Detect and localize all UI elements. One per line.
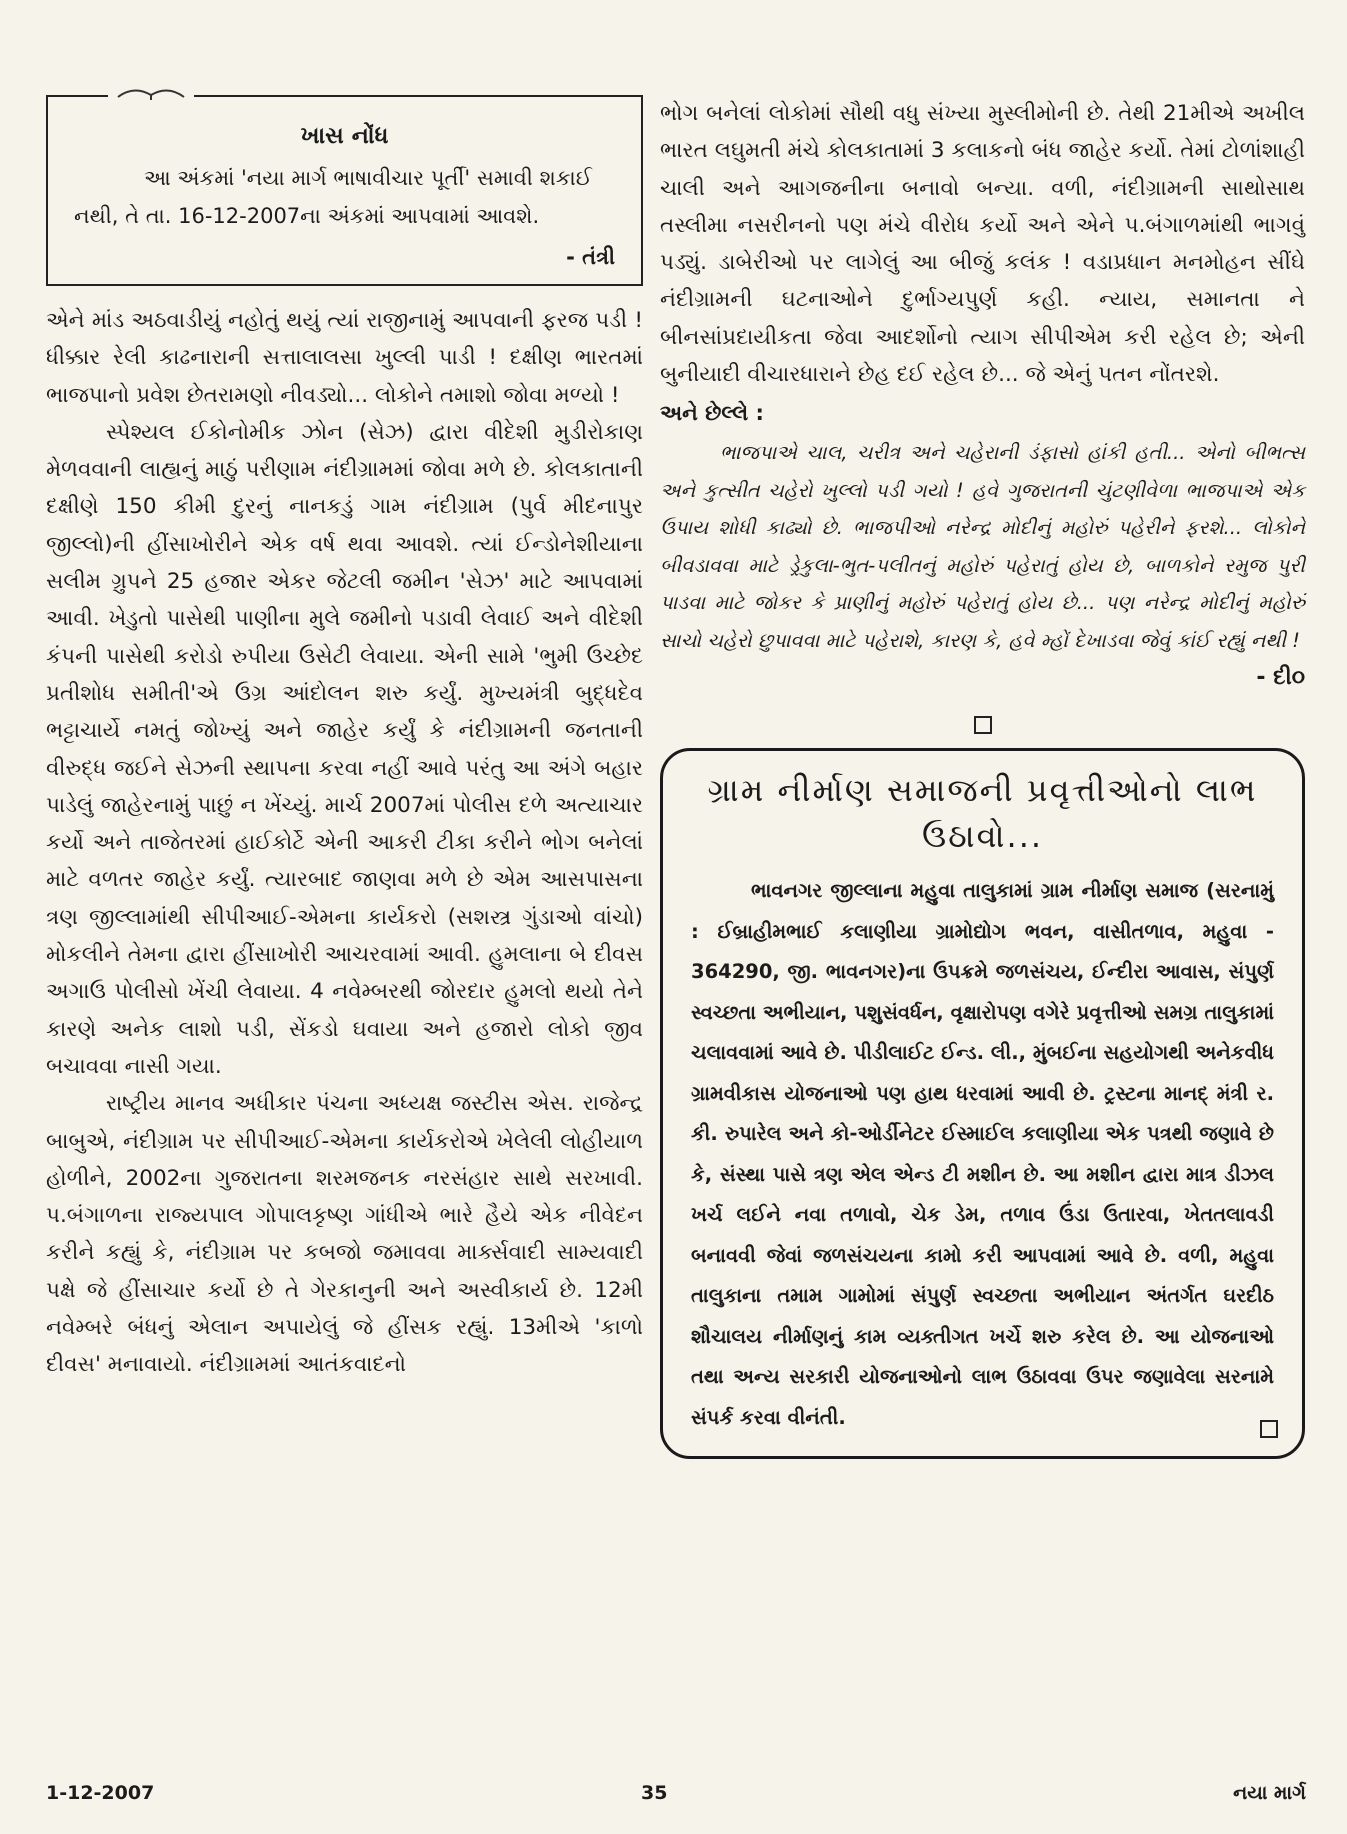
section-separator-icon — [974, 716, 992, 734]
article-paragraph: એને માંડ અઠવાડીયું નહોતું થયું ત્યાં રાજીનામું આપવાની ફરજ પડી ! ધીક્કાર રેલી કાઢનારાની સત્તાલાલસા ખુલ્લી પાડી ! દક્ષીણ ભારતમાં ભાજપાનો પ્રવેશ છેતરામણો નીવડ્યો... લોકોને તમાશો જોવા મળ્યો ! — [46, 308, 643, 408]
book-ornament-icon — [108, 83, 194, 106]
closing-signature: - દી૦ — [1256, 665, 1305, 691]
article-paragraph: ભોગ બનેલાં લોકોમાં સૌથી વધુ સંખ્યા મુસ્લીમોની છે. તેથી 21મીએ અખીલ ભારત લઘુમતી મંચે કોલકાતામાં 3 કલાકનો બંધ જાહેર કર્યો. તેમાં ટોળાંશાહી ચાલી અને આગજનીના બનાવો બન્યા. વળી, નંદીગ્રામની સાથોસાથ તસ્લીમા નસરીનનો પણ મંચે વીરોધ કર્યો અને એને પ.બંગાળમાંથી ભાગવું પડ્યું. ડાબેરીઓ પર લાગેલું આ બીજું કલંક ! વડાપ્રધાન મનમોહન સીંઘે નંદીગ્રામની ઘટનાઓને દુર્ભાગ્યપુર્ણ કહી. ન્યાય, સમાનતા ને બીનસાંપ્રદાયીકતા જેવા આદર્શોનો ત્યાગ સીપીએમ કરી રહેલ છે; એની બુનીયાદી વીચારધારાને છેહ દઈ રહેલ છે... જે એનું પતન નોંતરશે. — [660, 101, 1305, 388]
note-body: આ અંકમાં 'નયા માર્ગ ભાષાવીચાર પૂર્તી' સમાવી શકાઈ નથી, તે તા. 16-12-2007ના અંકમાં આપવામાં આવશે. — [74, 166, 592, 228]
left-column — [46, 95, 643, 1384]
article-paragraph: સ્પેશ્યલ ઈકોનોમીક ઝોન (સેઝ) દ્વારા વીદેશી મુડીરોકાણ મેળવવાની લાહ્યનું માઠું પરીણામ નંદીગ્રામમાં જોવા મળે છે. કોલકાતાની દક્ષીણે 150 કીમી દુરનું નાનકડું ગામ નંદીગ્રામ (પુર્વ મીદનાપુર જીલ્લો)ની હીંસાખોરીને એક વર્ષ થવા આવશે. ત્યાં ઈન્ડોનેશીયાના સલીમ ગ્રુપને 25 હજાર એકર જેટલી જમીન 'સેઝ' માટે આપવામાં આવી. ખેડુતો પાસેથી પાણીના મુલે જમીનો પડાવી લેવાઈ અને વીદેશી કંપની પાસેથી કરોડો રુપીયા ઉસેટી લેવાયા. એની સામે 'ભુમી ઉચ્છેદ પ્રતીશોધ સમીતી'એ ઉગ્ર આંદોલન શરુ કર્યું. મુખ્યમંત્રી બુદ્ધદેવ ભટ્ટાચાર્યે નમતું જોખ્યું અને જાહેર કર્યું કે નંદીગ્રામની જનતાની વીરુદ્ધ જઈને સેઝની સ્થાપના કરવા નહીં આવે પરંતુ આ અંગે બહાર પાડેલું જાહેરનામું પાછું ન ખેંચ્યું. માર્ચ 2007માં પોલીસ દળે અત્યાચાર કર્યો અને તાજેતરમાં હાઈકોર્ટે એની આકરી ટીકા કરીને ભોગ બનેલાં માટે વળતર જાહેર કર્યું. ત્યારબાદ જાણવા મળે છે એમ આસપાસના ત્રણ જીલ્લામાંથી સીપીઆઈ-એમના કાર્યકરો (સશસ્ત્ર ગુંડાઓ વાંચો) મોકલીને તેમના દ્વારા હીંસાખોરી આચરવામાં આવી. હુમલાના બે દીવસ અગાઉ પોલીસો ખેંચી લેવાયા. 4 નવેમ્બરથી જોરદાર હુમલો થયો તેને કારણે અનેક લાશો પડી, સેંકડો ઘવાયા અને હજારો લોકો જીવ બચાવવા નાસી ગયા. — [46, 419, 643, 1079]
notice-title: ગ્રામ નીર્માણ સમાજની પ્રવૃત્તીઓનો લાભ ઉઠાવો... — [707, 771, 1258, 856]
special-note-box — [46, 95, 643, 286]
end-mark-icon — [1260, 1420, 1278, 1438]
notice-body: ભાવનગર જીલ્લાના મહુવા તાલુકામાં ગ્રામ નીર્માણ સમાજ (સરનામું : ઈબ્રાહીમભાઈ કલાણીયા ગ્રામોદ્યોગ ભવન, વાસીતળાવ, મહુવા - 364290, જી. ભાવનગર)ના ઉપક્રમે જળસંચય, ઈન્દીરા આવાસ, સંપુર્ણ સ્વચ્છતા અભીયાન, પશુસંવર્ધન, વૃક્ષારોપણ વગેરે પ્રવૃત્તીઓ સમગ્ર તાલુકામાં ચલાવવામાં આવે છે. પીડીલાઈટ ઈન્ડ. લી., મુંબઈના સહયોગથી અનેકવીધ ગ્રામવીકાસ યોજનાઓ પણ હાથ ધરવામાં આવી છે. ટ્રસ્ટના માનદ્ મંત્રી ર. કી. રુપારેલ અને કો-ઓર્ડીનેટર ઈસ્માઈલ કલાણીયા એક પત્રથી જણાવે છે કે, સંસ્થા પાસે ત્રણ એલ એન્ડ ટી મશીન છે. આ મશીન દ્વારા માત્ર ડીઝલ ખર્ચ લઈને નવા તળાવો, ચેક ડેમ, તળાવ ઉંડા ઉતારવા, ખેતતલાવડી બનાવવી જેવાં જળસંચયના કામો કરી આપવામાં આવે છે. વળી, મહુવા તાલુકાના તમામ ગામોમાં સંપુર્ણ સ્વચ્છતા અભીયાન અંતર્ગત ઘરદીઠ શૌચાલય નીર્માણનું કામ વ્યક્તીગત ખર્ચે શરુ કરેલ છે. આ યોજનાઓ તથા અન્ય સરકારી યોજનાઓનો લાભ ઉઠાવવા ઉપર જણાવેલા સરનામે સંપર્ક કરવા વીનંતી. — [691, 879, 1274, 1429]
page-number: 35 — [641, 1782, 668, 1804]
gram-nirman-notice-box — [660, 748, 1305, 1459]
issue-date: 1-12-2007 — [46, 1782, 155, 1804]
article-paragraph: રાષ્ટ્રીય માનવ અધીકાર પંચના અધ્યક્ષ જસ્ટીસ એસ. રાજેન્દ્ર બાબુએ, નંદીગ્રામ પર સીપીઆઈ-એમના કાર્યકરોએ ખેલેલી લોહીયાળ હોળીને, 2002ના ગુજરાતના શરમજનક નરસંહાર સાથે સરખાવી. પ.બંગાળના રાજ્યપાલ ગોપાલકૃષ્ણ ગાંધીએ ભારે હૈયે એક નીવેદન કરીને કહ્યું કે, નંદીગ્રામ પર કબજો જમાવવા માર્ક્સવાદી સામ્યવાદી પક્ષે જે હીંસાચાર કર્યો છે તે ગેરકાનુની અને અસ્વીકાર્ય છે. 12મી નવેમ્બરે બંધનું એલાન અપાયેલું જે હીંસક રહ્યું. 13મીએ 'કાળો દીવસ' મનાવાયો. નંદીગ્રામમાં આતંકવાદનો — [46, 1091, 643, 1378]
note-signature: - તંત્રી — [566, 245, 615, 269]
note-title: ખાસ નોંધ — [300, 123, 389, 149]
closing-quote: ભાજપાએ ચાલ, ચરીત્ર અને ચહેરાની ડંફાસો હાંકી હતી... એનો બીભત્સ અને કુત્સીત ચહેરો ખુલ્લો પડી ગયો ! હવે ગુજરાતની ચુંટણીવેળા ભાજપાએ એક ઉપાય શોધી કાઢ્યો છે. ભાજપીઓ નરેન્દ્ર મોદીનું મહોરું પહેરીને ફરશે... લોકોને બીવડાવવા માટે ડ્રેકુલા-ભુત-પલીતનું મહોરું પહેરાતું હોય છે, બાળકોને રમુજ પુરી પાડવા માટે જોકર કે પ્રાણીનું મહોરું પહેરાતું હોય છે... પણ નરેન્દ્ર મોદીનું મહોરું સાચો ચહેરો છુપાવવા માટે પહેરાશે, કારણ કે, હવે મ્હોં દેખાડવા જેવું કાંઈ રહ્યું નથી ! — [660, 441, 1305, 652]
closing-heading: અને છેલ્લે : — [660, 401, 764, 426]
magazine-name: નયા માર્ગ — [1233, 1782, 1306, 1804]
page-footer — [46, 1782, 1306, 1812]
right-column — [660, 95, 1305, 1459]
